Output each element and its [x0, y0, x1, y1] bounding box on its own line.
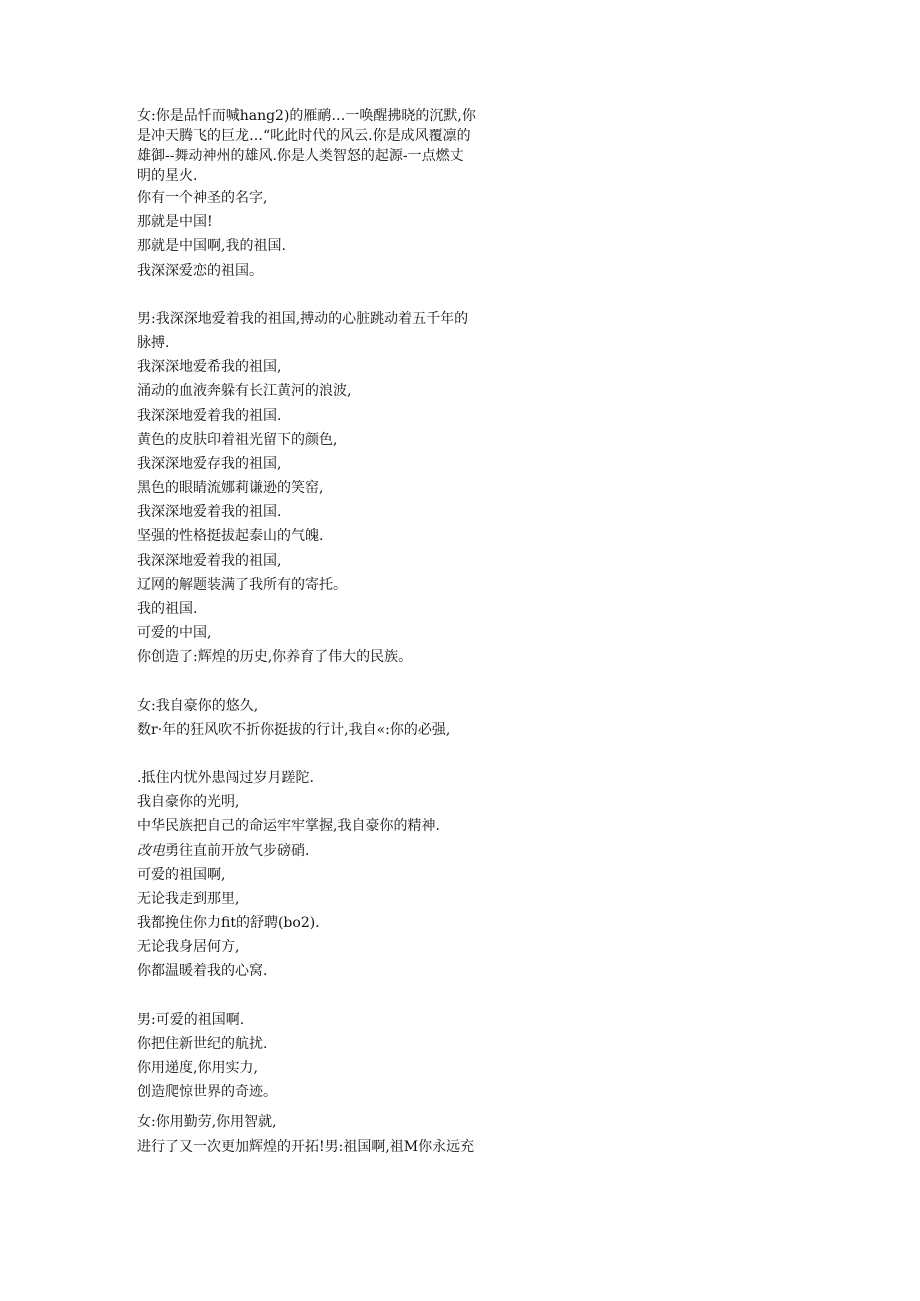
- text-line: 男:可爱的祖国啊.: [137, 1011, 245, 1028]
- stanza-6: [137, 1110, 537, 1158]
- text-line: 中华民族把自己的命运牢牢掌握,我自豪你的精神.: [137, 818, 440, 835]
- stanza-5: [137, 1008, 537, 1105]
- text-line: 我深深地爱着我的祖国.: [137, 407, 282, 424]
- text-line: 男:我深深地爱着我的祖国,搏动的心脏跳动着五千年的: [137, 310, 469, 327]
- text-line: 我深深地爱存我的祖国,: [137, 455, 282, 472]
- stanza-gap: [137, 742, 537, 766]
- text-line: .抵住内忧外患闯过岁月蹉陀.: [137, 769, 314, 786]
- text-line: 数r·年的狂风吹不折你挺拔的行计,我自«:你的必强,: [137, 721, 451, 738]
- text-line: 那就是中国啊,我的祖国.: [137, 238, 286, 255]
- stanza-gap: [137, 283, 537, 307]
- text-line: 创造爬惊世界的奇迹。: [137, 1084, 277, 1101]
- text-line: 女:你是品忏而喊hang2)的雁鸸…一唤醒拂晓的沉默,你: [137, 108, 476, 124]
- text-line: 你都温暖着我的心窝.: [137, 963, 268, 980]
- text-line: 无论我身居何方,: [137, 939, 240, 956]
- text-line: 进行了又一次更加辉煌的开拓!男:祖国啊,祖M你永远充: [137, 1138, 475, 1155]
- stanza-2: [137, 307, 537, 670]
- text-line: 辽网的解题装满了我所有的寄托。: [137, 576, 347, 593]
- stanza-gap: [137, 670, 537, 694]
- text-line: 脉搏.: [137, 334, 170, 351]
- text-line: 女:我自豪你的悠久,: [137, 697, 259, 714]
- text-line: 女:你用勤劳,你用智就,: [137, 1114, 277, 1131]
- text-line: 可爱的祖国啊,: [137, 866, 226, 883]
- text-run: 勇往直前开放气步磅硝.: [165, 842, 310, 859]
- italic-text: 改电: [137, 842, 165, 859]
- text-line: 是冲天腾飞的巨龙…“叱此时代的风云.你是成风覆凛的: [137, 128, 471, 144]
- text-line: 黄色的皮肤印着祖光留下的颜色,: [137, 431, 338, 448]
- document-body: [137, 106, 537, 1159]
- text-line: 我都挽住你力fit的舒聘(bo2).: [137, 915, 320, 932]
- text-line: 无论我走到那里,: [137, 890, 240, 907]
- text-line-mixed: [137, 839, 537, 863]
- text-line: 我深深爱恋的祖国。: [137, 262, 263, 279]
- stanza-gap: [137, 984, 537, 1008]
- text-line: 可爱的中国,: [137, 625, 212, 642]
- text-line: 那就是中国!: [137, 214, 213, 231]
- text-line: 黑色的眼睛流娜莉谦逊的笑窑,: [137, 480, 324, 497]
- text-line: 坚强的性格挺拔起泰山的气魄.: [137, 528, 324, 545]
- stanza-1: [137, 186, 537, 283]
- text-line: 涌动的血液奔躲有长江黄河的浪波,: [137, 383, 352, 400]
- text-line: 你用递度,你用实力,: [137, 1060, 258, 1076]
- text-line: 你把住新世纪的航扰.: [137, 1035, 268, 1052]
- text-line: 明的星火.: [137, 168, 198, 184]
- stanza-1-intro: [137, 106, 537, 186]
- text-line: 我深深地爱着我的祖国.: [137, 504, 282, 521]
- text-line: 你创造了:辉煌的历史,你养育了伟大的民族。: [137, 649, 413, 666]
- stanza-4: [137, 766, 537, 984]
- text-line: 我自豪你的光明,: [137, 794, 240, 811]
- text-line: 我深深地爱着我的祖国,: [137, 552, 282, 569]
- text-line: 我的祖国.: [137, 601, 198, 617]
- text-line: 你有一个神圣的名字,: [137, 190, 268, 206]
- text-line: 我深深地爱希我的祖国,: [137, 359, 282, 376]
- text-line: 雄御--舞动神州的雄风.你是人类智怒的起源-一点燃丈: [137, 148, 464, 164]
- stanza-3: [137, 694, 537, 742]
